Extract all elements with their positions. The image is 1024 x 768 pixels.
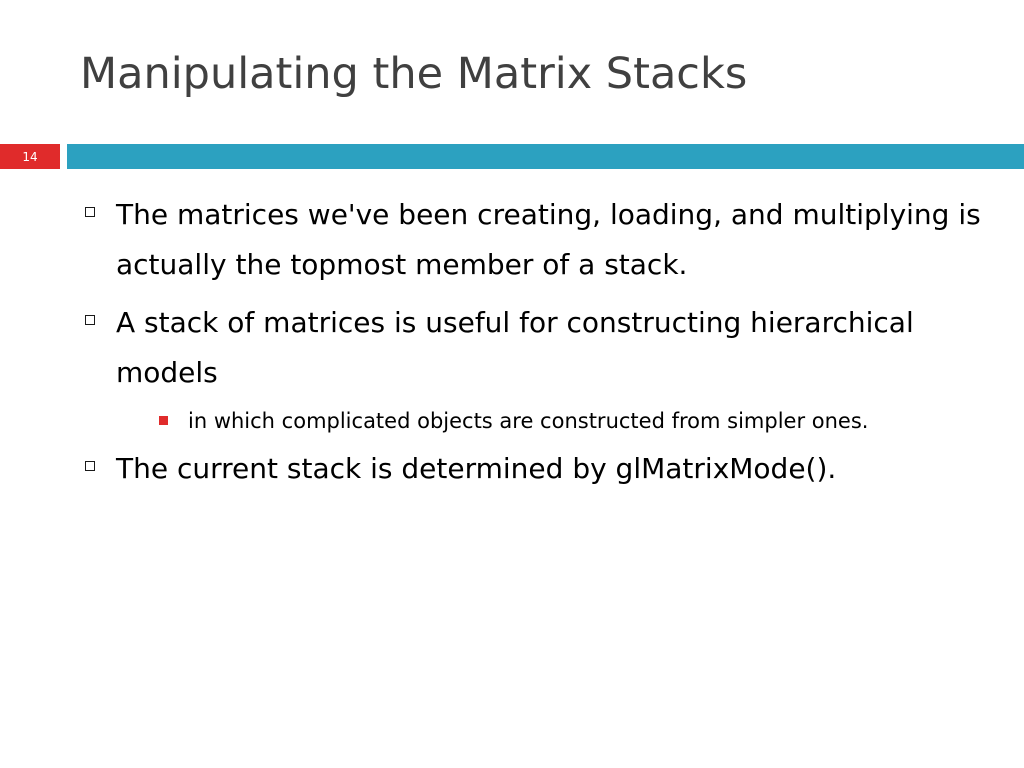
bullet-item xyxy=(82,190,982,290)
bullet-item xyxy=(82,298,982,398)
hollow-square-bullet-icon xyxy=(85,461,95,471)
bullet-text: The current stack is determined by glMatrixMode(). xyxy=(116,452,837,485)
bullet-text: The matrices we've been creating, loading, and multiplying is actually the topmost member of a stack. xyxy=(116,198,981,281)
hollow-square-bullet-icon xyxy=(85,207,95,217)
sub-bullet-item xyxy=(170,402,982,440)
bullet-item xyxy=(82,444,982,494)
slide-number: 14 xyxy=(22,149,38,164)
bullet-text: A stack of matrices is useful for constructing hierarchical models xyxy=(116,306,914,389)
sub-bullet-text: in which complicated objects are constructed from simpler ones. xyxy=(188,409,869,433)
hollow-square-bullet-icon xyxy=(85,315,95,325)
header-accent-bar xyxy=(67,144,1024,169)
slide-content xyxy=(82,190,982,502)
filled-square-bullet-icon xyxy=(159,416,168,425)
slide-number-badge xyxy=(0,144,60,169)
slide-title: Manipulating the Matrix Stacks xyxy=(80,49,748,99)
